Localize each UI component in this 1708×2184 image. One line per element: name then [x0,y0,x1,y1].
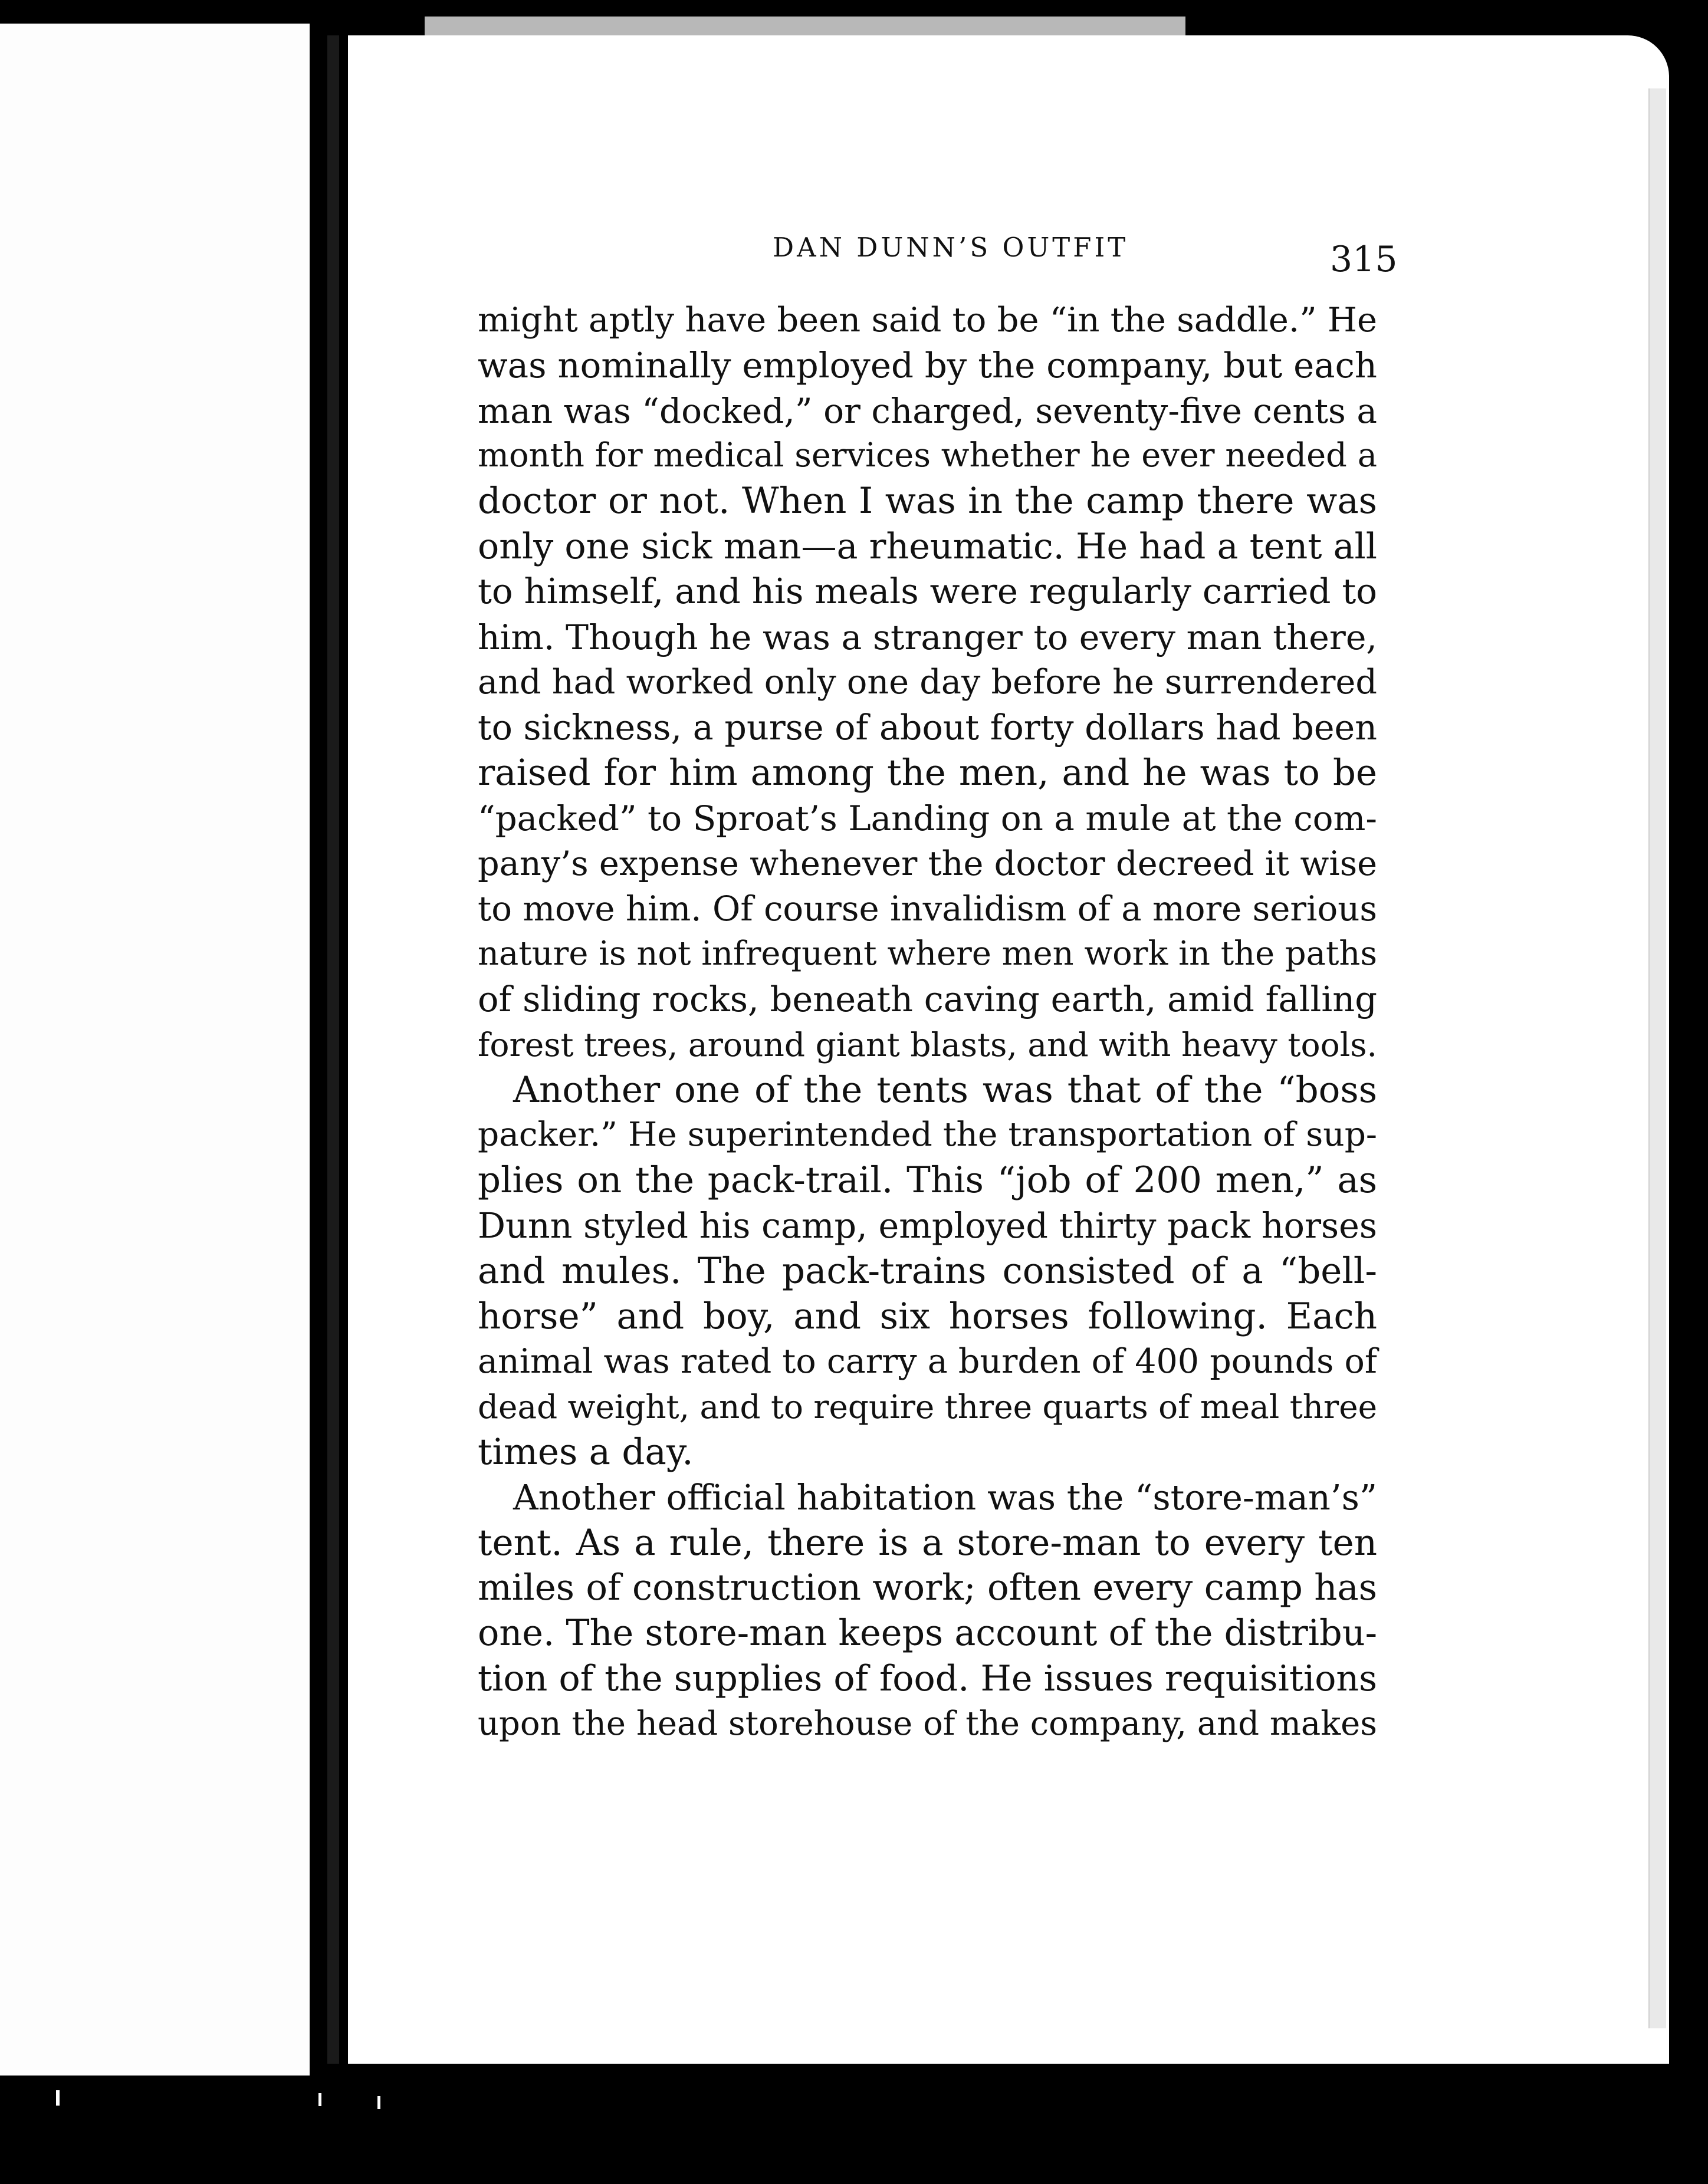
text-line: packer.” He superintended the transportation of sup- [478,1116,1377,1155]
text-line: Dunn styled his camp, employed thirty pack horses [478,1205,1377,1246]
running-head: DAN DUNN’S OUTFIT [773,232,1129,263]
text-line: to himself, and his meals were regularly carried to [478,571,1377,612]
text-line: tent. As a rule, there is a store-man to every ten [478,1521,1377,1564]
text-line: to sickness, a purse of about forty dollars had been [478,708,1377,748]
text-line: forest trees, around giant blasts, and with heavy tools. [478,1025,1377,1064]
text-line: doctor or not. When I was in the camp there was [478,480,1377,522]
page-number: 315 [1330,239,1398,280]
body-text [478,298,1377,1747]
text-line: horse” and boy, and six horses following. Each [478,1295,1377,1337]
text-line: nature is not infrequent where men work in the paths [478,935,1377,973]
text-line: times a day. [478,1430,694,1473]
text-line: plies on the pack-trail. This “job of 200 men,” as [478,1159,1377,1202]
text-line: Another official habitation was the “store-man’s” [513,1476,1377,1518]
text-line: and mules. The pack-trains consisted of a “bell- [478,1249,1377,1292]
text-line: one. The store-man keeps account of the distribu- [478,1613,1377,1655]
text-line: of sliding rocks, beneath caving earth, amid falling [478,978,1377,1019]
text-line: month for medical services whether he ever needed a [478,436,1377,475]
text-line: raised for him among the men, and he was to be [478,751,1377,794]
book-spine-gutter [327,35,339,2064]
scan-speck [56,2090,60,2106]
text-line: only one sick man—a rheumatic. He had a tent all [478,525,1377,567]
scan-speck [377,2096,380,2109]
text-line: him. Though he was a stranger to every man there, [478,617,1377,657]
text-line: pany’s expense whenever the doctor decreed it wise [478,843,1377,883]
text-line: dead weight, and to require three quarts of meal three [478,1388,1377,1426]
text-line: miles of construction work; often every camp has [478,1567,1377,1609]
text-line: tion of the supplies of food. He issues requisitions [478,1657,1377,1699]
text-line: might aptly have been said to be “in the saddle.” He [478,300,1377,340]
text-line: was nominally employed by the company, but each [478,344,1377,386]
text-line: man was “docked,” or charged, seventy-five cents a [478,390,1377,431]
scan-speck [318,2093,321,2106]
text-line: animal was rated to carry a burden of 400 pounds of [478,1342,1377,1382]
left-page-blank [0,24,310,2076]
text-line: upon the head storehouse of the company, and makes [478,1704,1377,1743]
text-line: Another one of the tents was that of the “boss [513,1068,1377,1111]
text-line: and had worked only one day before he surrendered [478,663,1377,702]
text-line: “packed” to Sproat’s Landing on a mule at the com- [478,798,1377,838]
text-line: to move him. Of course invalidism of a more serious [478,889,1377,929]
right-page-fore-edge [1648,88,1666,2028]
